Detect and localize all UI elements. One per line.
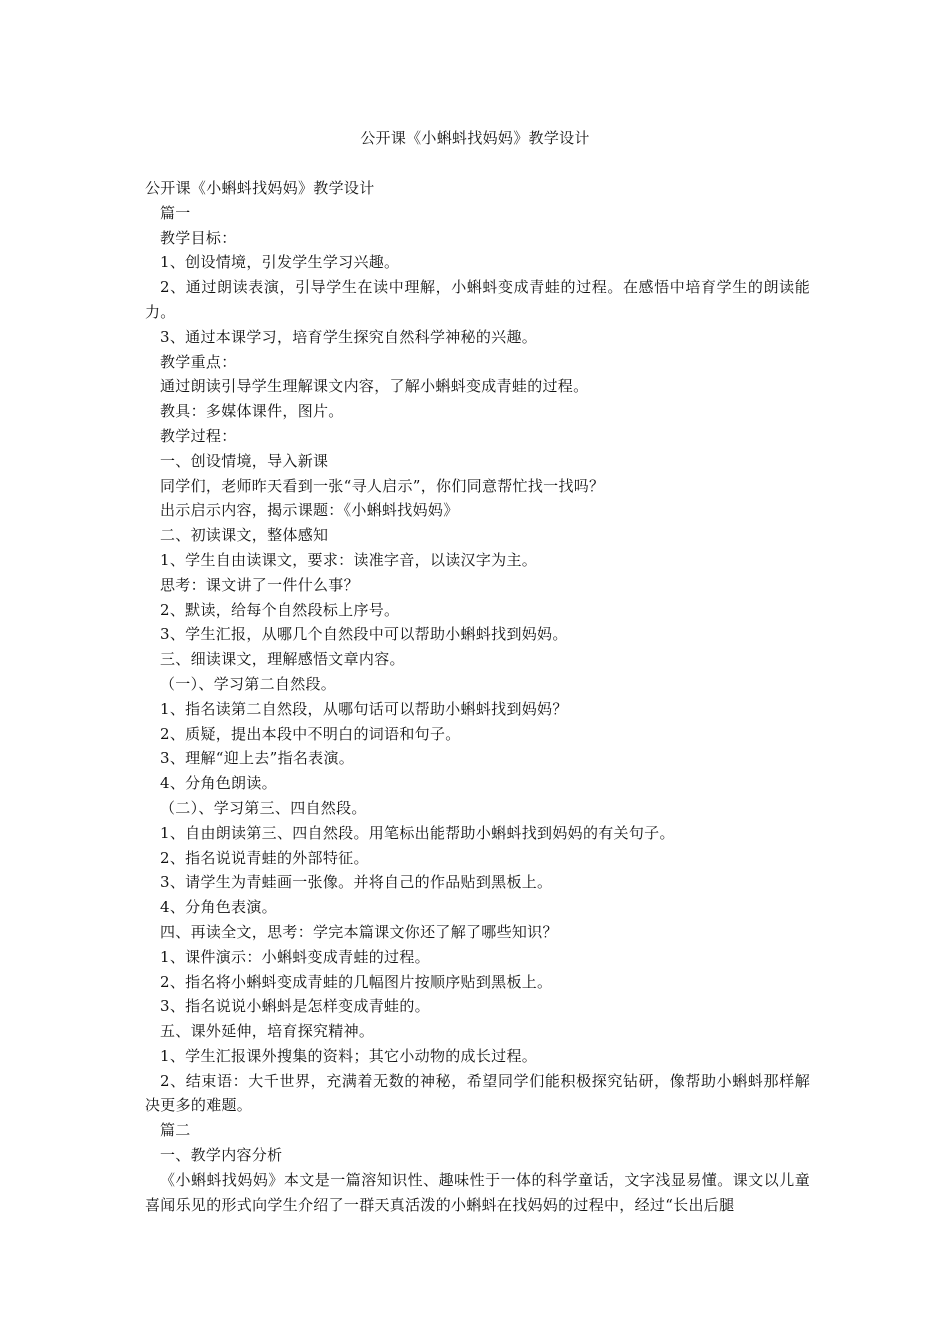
paragraph: 2、结束语：大千世界，充满着无数的神秘，希望同学们能积极探究钻研，像帮助小蝌蚪那样解决更多的难题。 <box>145 1071 810 1115</box>
paragraph: 一、创设情境，导入新课 <box>160 451 329 470</box>
paragraph: 1、学生汇报课外搜集的资料；其它小动物的成长过程。 <box>160 1046 538 1065</box>
paragraph: 1、学生自由读课文，要求：读准字音，以读汉字为主。 <box>160 550 538 569</box>
document-title: 公开课《小蝌蚪找妈妈》教学设计 <box>360 129 590 147</box>
paragraph: 教学目标： <box>160 228 237 247</box>
paragraph: 4、分角色朗读。 <box>160 774 277 793</box>
paragraph: 3、通过本课学习，培育学生探究自然科学神秘的兴趣。 <box>160 327 538 346</box>
paragraph: 教学过程： <box>160 426 237 445</box>
paragraph: 教具：多媒体课件，图片。 <box>160 402 344 421</box>
paragraph: 出示启示内容，揭示课题：《小蝌蚪找妈妈》 <box>160 501 459 520</box>
paragraph: 思考：课文讲了一件什么事？ <box>160 575 359 594</box>
paragraph: 3、理解“迎上去”指名表演。 <box>160 749 355 768</box>
paragraph: 二、初读课文，整体感知 <box>160 526 329 545</box>
paragraph: 同学们，老师昨天看到一张“寻人启示”，你们同意帮忙找一找吗？ <box>160 476 605 495</box>
paragraph: 篇一 <box>160 203 191 222</box>
paragraph: 公开课《小蝌蚪找妈妈》教学设计 <box>145 179 375 197</box>
paragraph: 五、课外延伸，培育探究精神。 <box>160 1022 375 1041</box>
paragraph: 1、课件演示：小蝌蚪变成青蛙的过程。 <box>160 947 430 966</box>
paragraph: 三、细读课文，理解感悟文章内容。 <box>160 650 405 669</box>
paragraph: 教学重点： <box>160 352 237 371</box>
paragraph: 2、指名将小蝌蚪变成青蛙的几幅图片按顺序贴到黑板上。 <box>160 972 553 991</box>
paragraph: （一）、学习第二自然段。 <box>160 674 337 693</box>
paragraph: 四、再读全文，思考：学完本篇课文你还了解了哪些知识？ <box>160 922 558 941</box>
paragraph: 2、默读，给每个自然段标上序号。 <box>160 600 400 619</box>
paragraph: 3、学生汇报，从哪几个自然段中可以帮助小蝌蚪找到妈妈。 <box>160 625 568 644</box>
paragraph: 2、指名说说青蛙的外部特征。 <box>160 848 369 867</box>
paragraph: 2、通过朗读表演，引导学生在读中理解，小蝌蚪变成青蛙的过程。在感悟中培育学生的朗读能力。 <box>145 278 810 321</box>
paragraph: 1、创设情境，引发学生学习兴趣。 <box>160 253 400 272</box>
paragraph: 2、质疑，提出本段中不明白的词语和句子。 <box>160 724 461 743</box>
paragraph: 通过朗读引导学生理解课文内容，了解小蝌蚪变成青蛙的过程。 <box>160 377 589 396</box>
paragraph: （二）、学习第三、四自然段。 <box>160 798 367 817</box>
paragraph: 3、请学生为青蛙画一张像。并将自己的作品贴到黑板上。 <box>160 873 553 892</box>
paragraph: 《小蝌蚪找妈妈》本文是一篇溶知识性、趣味性于一体的科学童话，文字浅显易懂。课文以儿童喜闻乐见的形式向学生介绍了一群天真活泼的小蝌蚪在找妈妈的过程中，经过“长出后腿 <box>145 1170 810 1214</box>
paragraph: 1、自由朗读第三、四自然段。用笔标出能帮助小蝌蚪找到妈妈的有关句子。 <box>160 823 675 842</box>
paragraph: 3、指名说说小蝌蚪是怎样变成青蛙的。 <box>160 997 430 1016</box>
paragraph: 1、指名读第二自然段，从哪句话可以帮助小蝌蚪找到妈妈？ <box>160 699 568 718</box>
paragraph: 一、教学内容分析 <box>160 1146 283 1165</box>
paragraph: 篇二 <box>160 1121 191 1140</box>
document-body <box>145 176 810 1217</box>
paragraph: 4、分角色表演。 <box>160 898 277 917</box>
